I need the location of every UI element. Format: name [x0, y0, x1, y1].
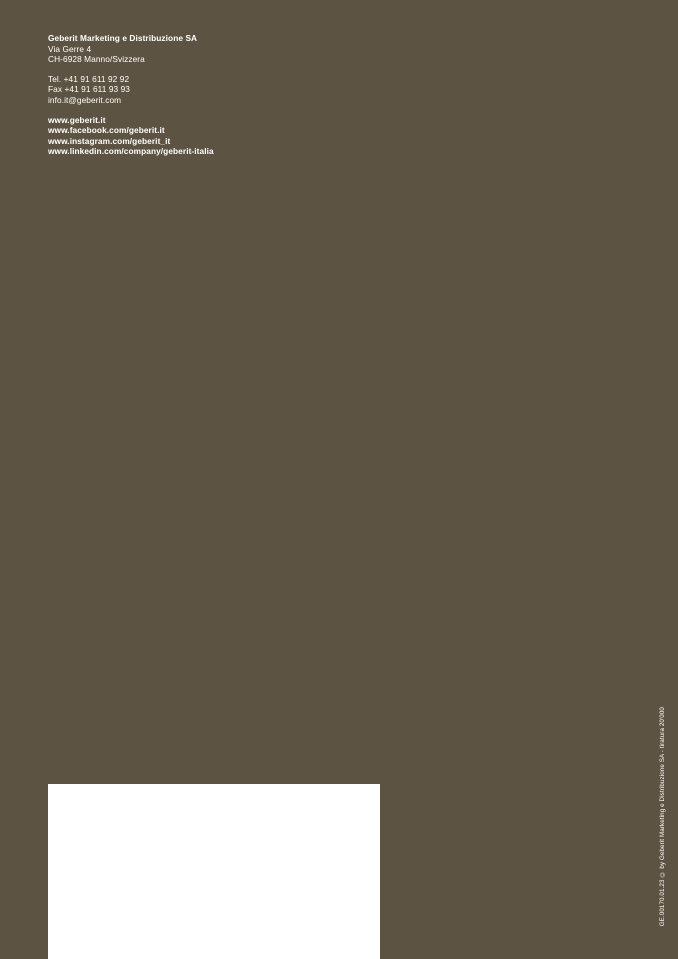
company-email[interactable]: info.it@geberit.com — [48, 95, 122, 106]
company-street: Via Gerre 4 — [48, 43, 92, 54]
company-city: CH-6928 Manno/Svizzera — [48, 54, 145, 65]
contact-block — [48, 33, 214, 157]
facebook-link[interactable]: www.facebook.com/geberit.it — [48, 125, 165, 136]
website-link[interactable]: www.geberit.it — [48, 114, 106, 125]
contact-details-group — [48, 74, 214, 106]
white-image-panel — [48, 784, 380, 959]
imprint-code: GE.00170.01.23 © by Geberit Marketing e Distribuzione SA - tiratura 20'000 — [659, 706, 666, 926]
address-group — [48, 33, 214, 65]
company-fax: Fax +41 91 611 93 93 — [48, 84, 131, 95]
company-phone: Tel. +41 91 611 92 92 — [48, 73, 130, 84]
instagram-link[interactable]: www.instagram.com/geberit_it — [48, 135, 171, 146]
web-links-group — [48, 115, 214, 157]
linkedin-link[interactable]: www.linkedin.com/company/geberit-italia — [48, 146, 214, 157]
company-name: Geberit Marketing e Distribuzione SA — [48, 33, 198, 43]
